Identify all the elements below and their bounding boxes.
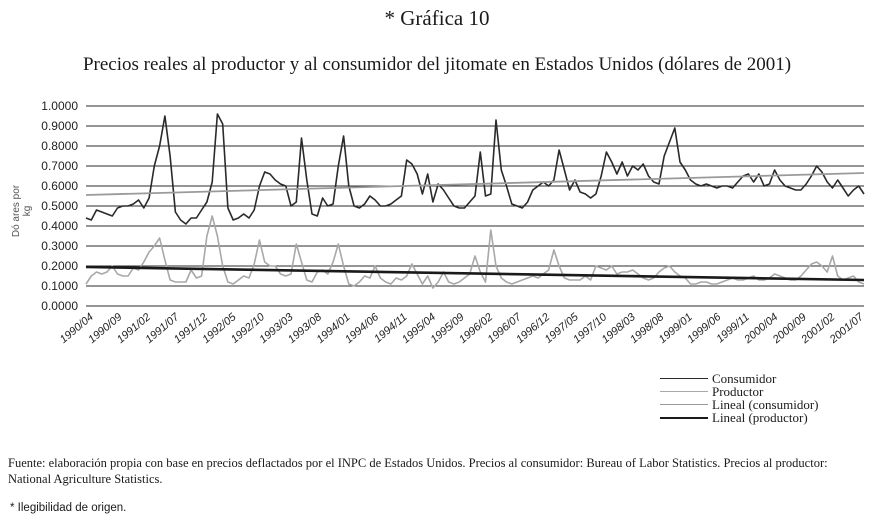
legend-label: Productor: [712, 384, 764, 399]
y-tick-label: 0.8000: [41, 139, 78, 153]
x-tick-label: 2000/09: [770, 311, 809, 346]
x-tick-label: 1997/05: [542, 311, 581, 346]
legend-label: Lineal (consumidor): [712, 397, 819, 412]
x-tick-label: 1994/01: [314, 311, 353, 346]
x-tick-label: 1993/08: [285, 311, 325, 346]
x-tick-label: 1993/03: [257, 311, 296, 346]
y-tick-label: 0.4000: [41, 219, 78, 233]
y-tick-label: 0.5000: [41, 199, 78, 213]
x-tick-label: 1998/08: [628, 311, 667, 346]
legend-swatch: [660, 378, 708, 379]
y-tick-label: 0.3000: [41, 239, 78, 253]
x-tick-label: 1995/04: [399, 311, 439, 346]
x-tick-label: 2000/04: [742, 311, 781, 346]
y-tick-label: 0.0000: [41, 299, 78, 313]
x-tick-label: 1992/10: [228, 311, 268, 346]
x-tick-label: 1996/02: [457, 311, 496, 346]
y-axis-label: Dó ares por kg: [11, 184, 33, 238]
x-tick-label: 1994/06: [342, 311, 382, 346]
legend-swatch: [660, 404, 708, 405]
y-tick-label: 0.7000: [41, 159, 78, 173]
x-tick-label: 1990/04: [57, 311, 96, 346]
y-tick-label: 0.1000: [41, 279, 78, 293]
x-tick-label: 1997/10: [571, 311, 610, 346]
line-chart: [0, 90, 874, 380]
x-tick-label: 1991/12: [171, 311, 211, 346]
x-tick-label: 1994/11: [372, 311, 410, 346]
x-tick-label: 1999/06: [685, 311, 724, 346]
y-tick-label: 0.2000: [41, 259, 78, 273]
x-tick-label: 1995/09: [428, 311, 467, 346]
series-line-consumidor: [86, 114, 864, 224]
chart-legend: [660, 372, 819, 424]
legend-swatch: [660, 417, 708, 419]
y-tick-label: 1.0000: [41, 99, 78, 113]
x-tick-label: 1998/03: [599, 311, 638, 346]
x-tick-label: 1992/05: [200, 311, 239, 346]
legend-label: Consumidor: [712, 371, 777, 386]
source-note: Fuente: elaboración propia con base en precios deflactados por el INPC de Estados Unidos. Precios al consumidor: Bureau of Labor Statistics. Precios al productor: National Agriculture Statistics.: [8, 456, 828, 486]
figure-heading: * Gráfica 10: [384, 6, 490, 30]
x-tick-label: 1999/01: [656, 311, 695, 346]
x-tick-label: 1990/09: [86, 311, 125, 346]
x-tick-label: 1996/07: [485, 311, 524, 346]
x-tick-label: 2001/07: [827, 311, 866, 346]
x-tick-label: 1991/02: [114, 311, 153, 346]
legend-item: [660, 411, 819, 424]
y-tick-label: 0.9000: [41, 119, 78, 133]
footnote: * Ilegibilidad de origen.: [10, 502, 127, 514]
chart-title: Precios reales al productor y al consumidor del jitomate en Estados Unidos (dólares de 2001): [82, 54, 792, 75]
x-tick-label: 2001/02: [799, 311, 838, 346]
x-tick-label: 1996/12: [514, 311, 553, 346]
legend-swatch: [660, 391, 708, 392]
legend-label: Lineal (productor): [712, 410, 808, 425]
x-tick-label: 1999/11: [714, 311, 752, 346]
y-tick-label: 0.6000: [41, 179, 78, 193]
x-tick-label: 1991/07: [143, 311, 182, 346]
